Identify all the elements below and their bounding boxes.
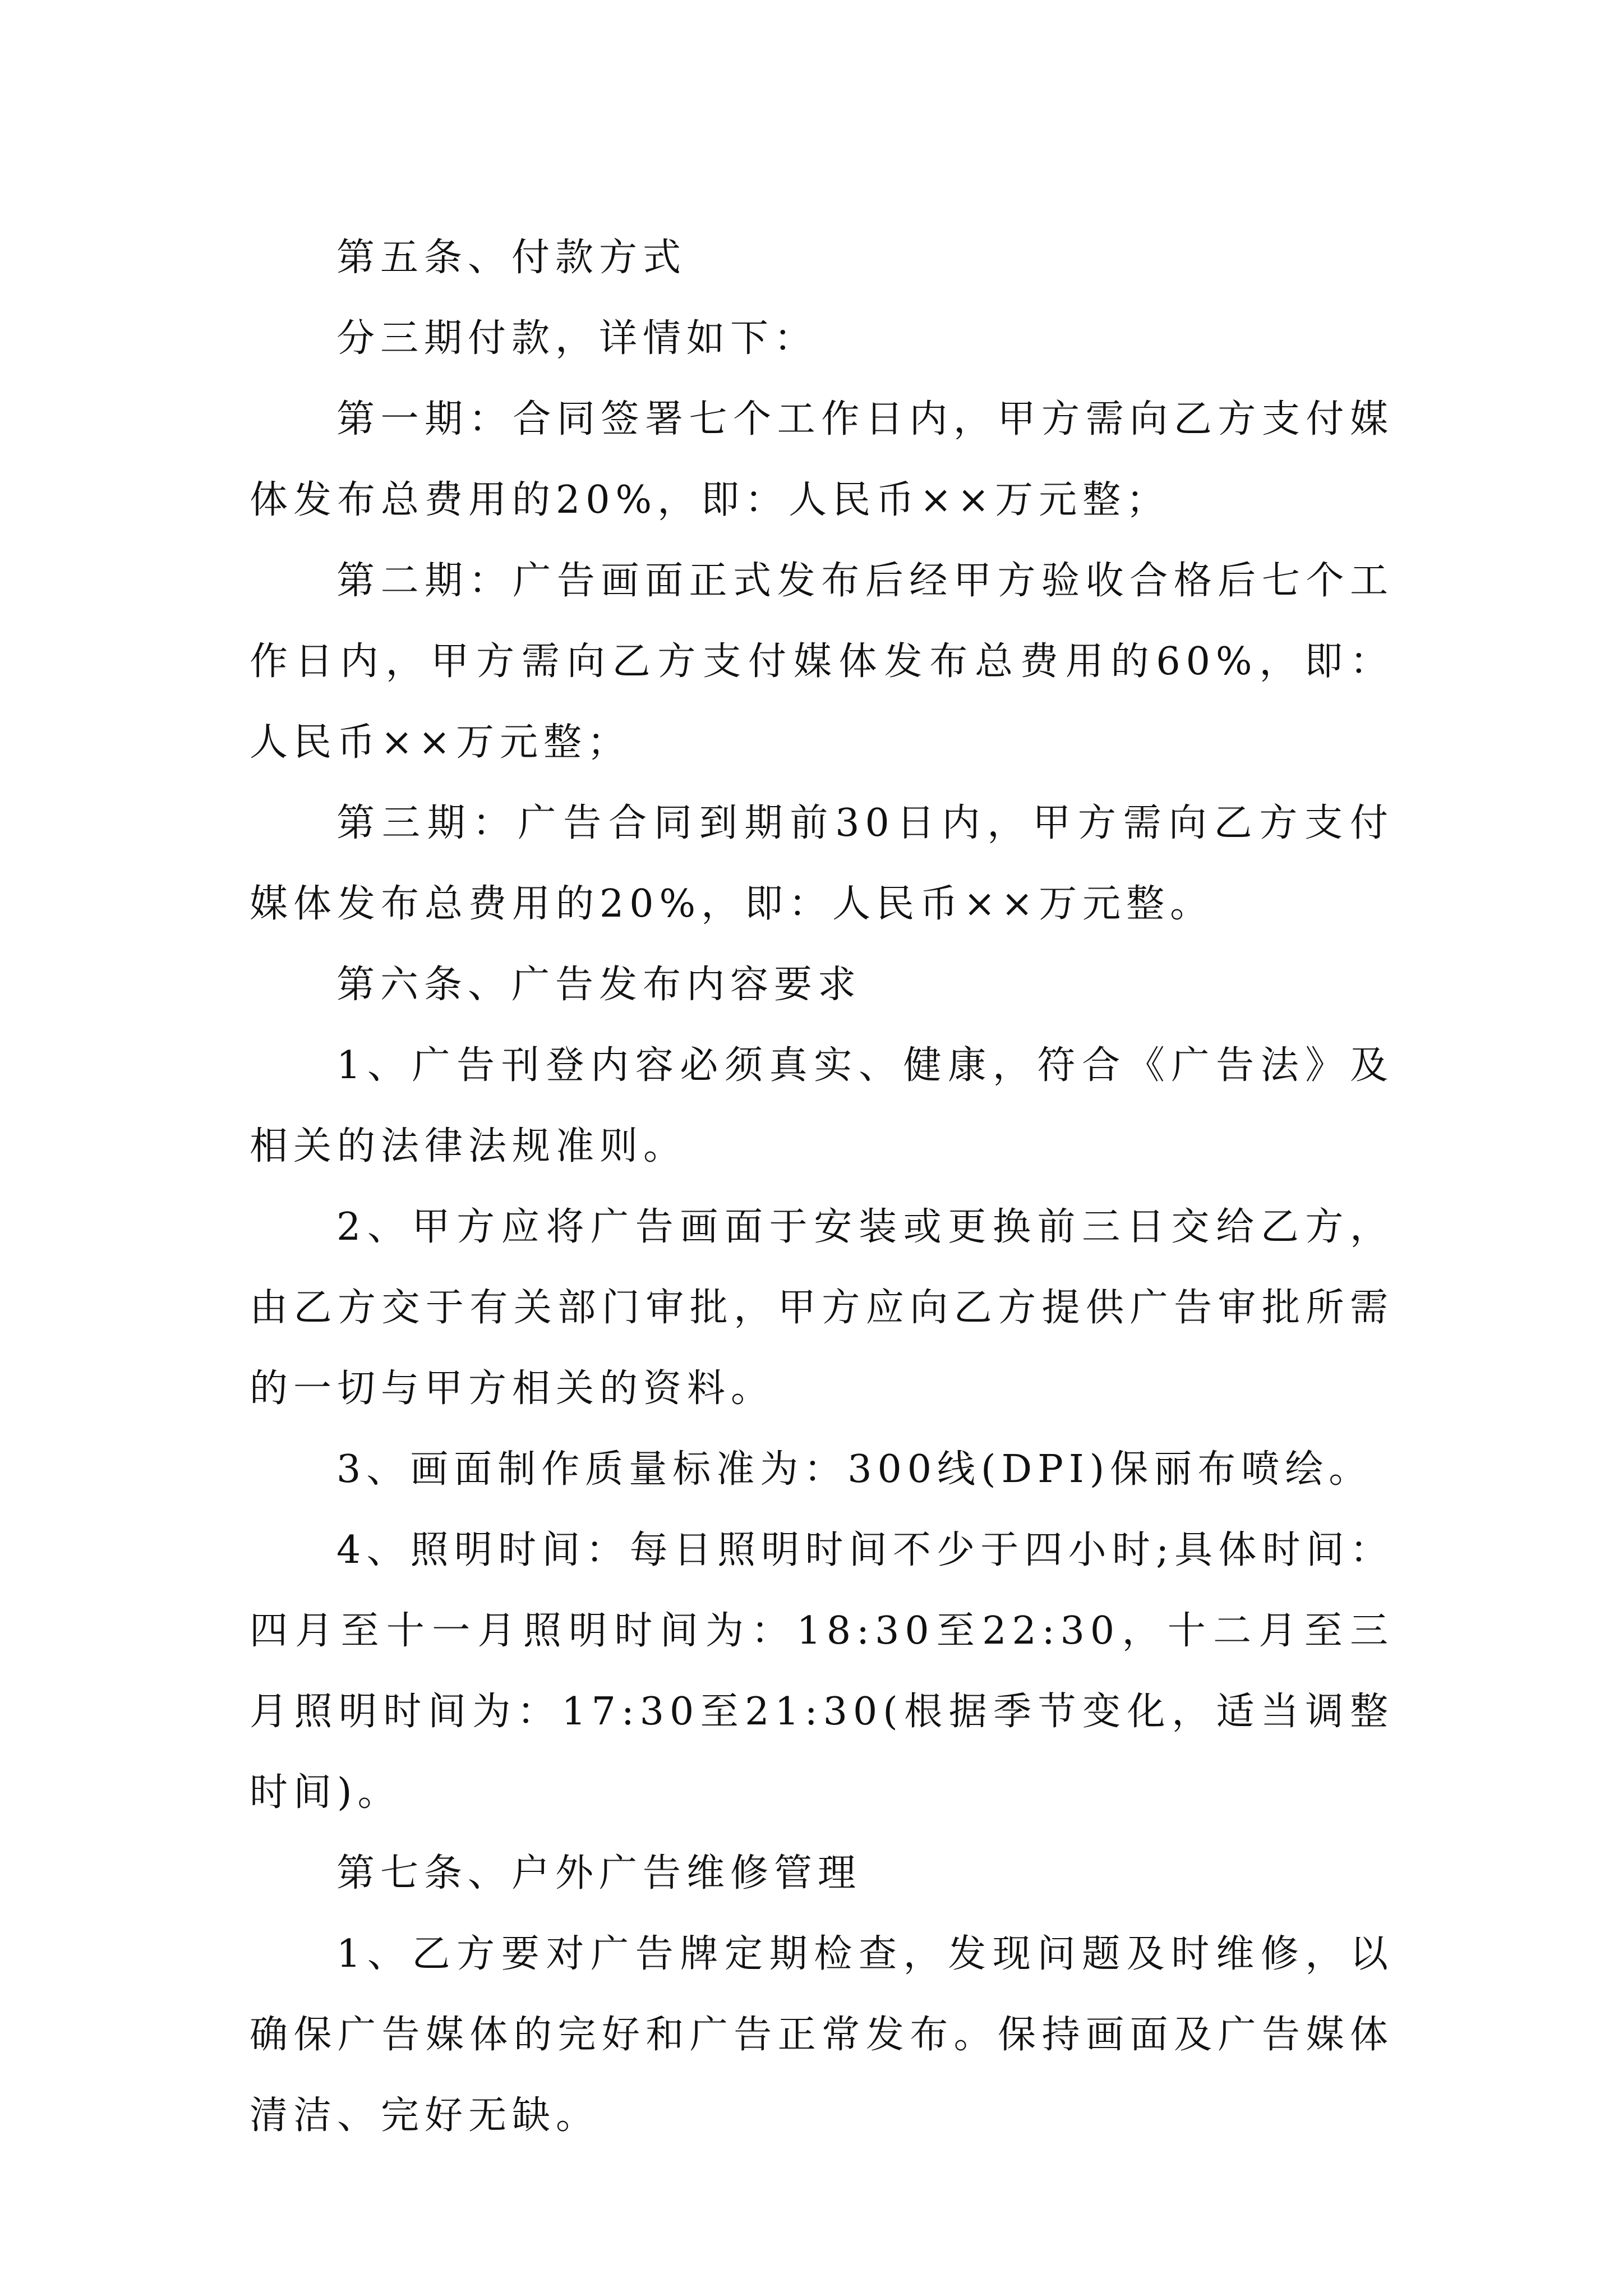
paragraph-installment-2: 第二期：广告画面正式发布后经甲方验收合格后七个工作日内，甲方需向乙方支付媒体发布总费用的60%，即：人民币××万元整； [250,559,1394,765]
document-body [250,218,1394,2156]
paragraph-installment-3: 第三期：广告合同到期前30日内，甲方需向乙方支付媒体发布总费用的20%，即：人民币××万元整。 [250,801,1394,926]
section-heading-article-7: 第七条、户外广告维修管理 [336,1851,862,1895]
section-heading-article-6: 第六条、广告发布内容要求 [336,963,862,1007]
paragraph-content-requirement-3: 3、画面制作质量标准为：300线(DPI)保丽布喷绘。 [336,1447,1373,1492]
paragraph-content-requirement-1: 1、广告刊登内容必须真实、健康，符合《广告法》及相关的法律法规准则。 [250,1043,1394,1168]
paragraph-maintenance-1: 1、乙方要对广告牌定期检查，发现问题及时维修，以确保广告媒体的完好和广告正常发布。保持画面及广告媒体清洁、完好无缺。 [250,1932,1394,2138]
paragraph-payment-intro: 分三期付款，详情如下： [336,316,818,361]
paragraph-installment-1: 第一期：合同签署七个工作日内，甲方需向乙方支付媒体发布总费用的20%，即：人民币××万元整； [250,397,1394,522]
paragraph-content-requirement-2: 2、甲方应将广告画面于安装或更换前三日交给乙方，由乙方交于有关部门审批，甲方应向乙方提供广告审批所需的一切与甲方相关的资料。 [250,1205,1394,1411]
section-heading-article-5: 第五条、付款方式 [336,236,687,280]
paragraph-content-requirement-4: 4、照明时间：每日照明时间不少于四小时;具体时间：四月至十一月照明时间为：18:30至22:30，十二月至三月照明时间为：17:30至21:30(根据季节变化，适当调整时间)。 [250,1528,1394,1815]
